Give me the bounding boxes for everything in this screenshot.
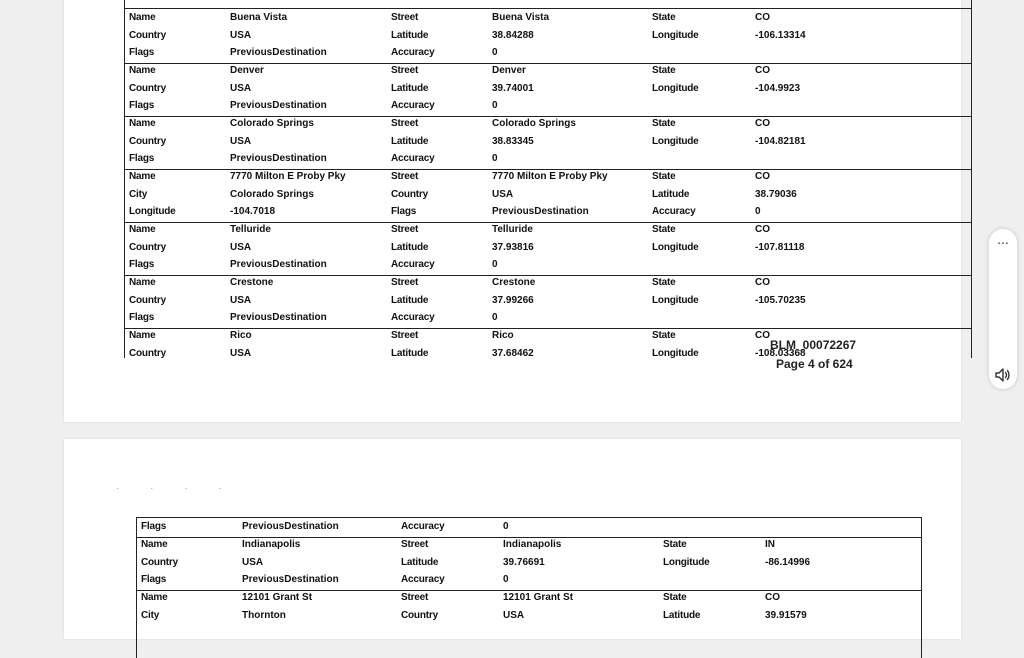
field-value: -86.14996 — [765, 556, 811, 568]
field-value: 38.79036 — [755, 188, 797, 200]
field-label: Country — [401, 609, 438, 621]
field-value — [755, 0, 761, 1]
bates-number: BLM_00072267 — [770, 338, 857, 352]
field-label: Accuracy — [391, 312, 435, 323]
field-label: Flags — [141, 574, 167, 586]
field-value: USA — [230, 294, 252, 306]
field-value: -107.81118 — [755, 241, 805, 253]
field-label: Longitude — [652, 347, 699, 359]
field-value: Colorado Springs — [492, 118, 576, 129]
field-label: Name — [141, 592, 168, 604]
field-label: State — [652, 65, 676, 76]
field-label: Latitude — [391, 29, 429, 41]
field-label: Country — [141, 556, 178, 568]
field-label: Longitude — [652, 241, 699, 253]
field-value: 38.84288 — [492, 29, 534, 41]
field-label: Name — [129, 224, 156, 235]
field-label: Latitude — [663, 609, 701, 621]
field-label — [129, 0, 176, 1]
destinations-table — [124, 0, 972, 358]
field-value: PreviousDestination — [242, 521, 339, 532]
field-value: PreviousDestination — [242, 574, 339, 586]
field-value — [230, 0, 269, 1]
field-value: 7770 Milton E Proby Pky — [230, 171, 346, 182]
field-value: CO — [755, 277, 770, 288]
destination-record — [125, 221, 971, 274]
field-label — [391, 0, 416, 1]
field-value: Denver — [230, 65, 264, 76]
field-value: 0 — [755, 206, 761, 217]
field-value: 37.93816 — [492, 241, 534, 253]
field-value: PreviousDestination — [230, 153, 327, 164]
field-value: 7770 Milton E Proby Pky — [492, 171, 608, 182]
destination-record — [125, 115, 971, 168]
field-label: Name — [129, 171, 156, 182]
field-label: Country — [129, 135, 166, 147]
field-label — [652, 0, 695, 1]
field-label: Accuracy — [401, 521, 445, 532]
field-value: CO — [755, 12, 770, 23]
field-label: Flags — [129, 312, 155, 323]
field-label: Accuracy — [391, 259, 435, 270]
field-label: Flags — [129, 100, 155, 111]
destination-record — [125, 274, 971, 327]
field-label: Accuracy — [391, 47, 435, 58]
field-value: CO — [765, 592, 780, 604]
field-value: CO — [755, 65, 770, 76]
field-value: 12101 Grant St — [503, 592, 574, 604]
destination-record — [137, 518, 921, 536]
field-label: Accuracy — [401, 574, 445, 586]
destination-record — [125, 9, 971, 62]
field-label: Country — [129, 347, 166, 359]
field-label: Longitude — [663, 556, 710, 568]
field-value: USA — [492, 188, 514, 200]
field-value: 37.68462 — [492, 347, 534, 359]
field-value: PreviousDestination — [230, 259, 327, 270]
field-label: Accuracy — [391, 153, 435, 164]
field-value: Denver — [492, 65, 526, 76]
field-label: State — [652, 277, 676, 288]
field-value: Rico — [492, 330, 514, 341]
field-value: IN — [765, 539, 775, 550]
field-label: Longitude — [652, 82, 699, 94]
field-value: USA — [503, 609, 525, 621]
field-label: Name — [129, 330, 156, 341]
field-value: USA — [230, 347, 252, 359]
field-label: Latitude — [391, 82, 429, 94]
field-label: Latitude — [391, 347, 429, 359]
field-value: 0 — [503, 574, 509, 586]
field-label: Latitude — [391, 241, 429, 253]
destination-record — [137, 589, 921, 624]
scan-specks: · · · · — [116, 483, 236, 494]
field-value: PreviousDestination — [230, 100, 327, 111]
field-label: Longitude — [652, 294, 699, 306]
field-label: Name — [141, 539, 168, 550]
destination-record — [125, 62, 971, 115]
field-label: Country — [129, 29, 166, 41]
field-value: -104.82181 — [755, 135, 806, 147]
destination-record — [125, 168, 971, 221]
field-label: Name — [129, 277, 156, 288]
field-value: -104.7018 — [230, 206, 276, 217]
field-value: Rico — [230, 330, 252, 341]
field-label: State — [652, 12, 676, 23]
field-value: 39.91579 — [765, 609, 807, 621]
field-value: 39.74001 — [492, 82, 534, 94]
field-value: -105.70235 — [755, 294, 806, 306]
field-label: Name — [129, 118, 156, 129]
field-value: -108.03368 — [755, 347, 806, 359]
field-label: Flags — [129, 47, 155, 58]
field-value: Thornton — [242, 609, 286, 621]
field-value: -106.13314 — [755, 29, 806, 41]
field-value: CO — [755, 171, 770, 182]
field-label: Latitude — [652, 188, 690, 200]
field-value: Buena Vista — [230, 12, 288, 23]
destinations-table — [136, 517, 922, 658]
field-value: Indianapolis — [242, 539, 301, 550]
field-label: Accuracy — [652, 206, 696, 217]
field-label: Country — [391, 188, 428, 200]
field-value: 0 — [492, 100, 498, 111]
field-value: Crestone — [492, 277, 536, 288]
field-label: State — [652, 224, 676, 235]
field-value: PreviousDestination — [230, 47, 327, 58]
field-value: USA — [230, 82, 252, 94]
field-value: Crestone — [230, 277, 274, 288]
field-label: Country — [129, 241, 166, 253]
field-label: State — [663, 539, 687, 550]
field-label: Latitude — [401, 556, 439, 568]
field-label: Flags — [129, 153, 155, 164]
field-label: Street — [391, 65, 419, 76]
field-label: Street — [391, 277, 419, 288]
field-value: 0 — [492, 312, 498, 323]
destination-record — [137, 536, 921, 589]
field-label: Country — [129, 294, 166, 306]
field-label: State — [652, 171, 676, 182]
field-value: USA — [230, 241, 252, 253]
document-page-5 — [64, 439, 961, 639]
field-label: Country — [129, 82, 166, 94]
field-label: Street — [391, 224, 419, 235]
field-label: Street — [391, 330, 419, 341]
field-value: Telluride — [492, 224, 533, 235]
field-label: Name — [129, 12, 156, 23]
field-value: CO — [755, 118, 770, 129]
field-value: 0 — [492, 153, 498, 164]
field-value: 0 — [503, 521, 509, 532]
field-value: CO — [755, 330, 770, 341]
field-label: Latitude — [391, 294, 429, 306]
field-label: Flags — [129, 259, 155, 270]
field-label: Longitude — [652, 135, 699, 147]
field-label: Longitude — [129, 206, 176, 217]
field-label: Street — [391, 12, 419, 23]
field-label: Longitude — [652, 29, 699, 41]
field-value: USA — [242, 556, 264, 568]
field-value: Colorado Springs — [230, 188, 314, 200]
field-value: Buena Vista — [492, 12, 550, 23]
field-label: Street — [391, 171, 419, 182]
field-value: PreviousDestination — [492, 206, 589, 217]
field-value: 38.83345 — [492, 135, 534, 147]
field-value: USA — [230, 135, 252, 147]
field-label: Street — [401, 592, 429, 604]
field-value: USA — [230, 29, 252, 41]
field-value: 39.76691 — [503, 556, 545, 568]
field-value: CO — [755, 224, 770, 235]
speaker-icon[interactable] — [993, 365, 1013, 385]
field-value: PreviousDestination — [230, 312, 327, 323]
field-value: Indianapolis — [503, 539, 562, 550]
field-label: Street — [391, 118, 419, 129]
page-number: Page 4 of 624 — [776, 357, 853, 371]
field-value — [492, 0, 531, 1]
floating-toolbar — [989, 229, 1017, 389]
field-label: Accuracy — [391, 100, 435, 111]
field-label: State — [652, 330, 676, 341]
field-label: Name — [129, 65, 156, 76]
field-value: Telluride — [230, 224, 271, 235]
field-value: -104.9923 — [755, 82, 801, 94]
record-divider — [125, 8, 971, 9]
field-label: Latitude — [391, 135, 429, 147]
field-label: Street — [401, 539, 429, 550]
field-label: Flags — [391, 206, 417, 217]
field-label: Flags — [141, 521, 167, 532]
field-value: Colorado Springs — [230, 118, 314, 129]
field-value: 37.99266 — [492, 294, 534, 306]
more-options-icon[interactable]: ... — [997, 231, 1009, 247]
document-page-4 — [64, 0, 961, 422]
field-label: State — [652, 118, 676, 129]
field-value: 0 — [492, 47, 498, 58]
field-label: City — [141, 609, 160, 621]
field-value: 12101 Grant St — [242, 592, 313, 604]
field-label: State — [663, 592, 687, 604]
field-label: City — [129, 188, 148, 200]
field-value: 0 — [492, 259, 498, 270]
